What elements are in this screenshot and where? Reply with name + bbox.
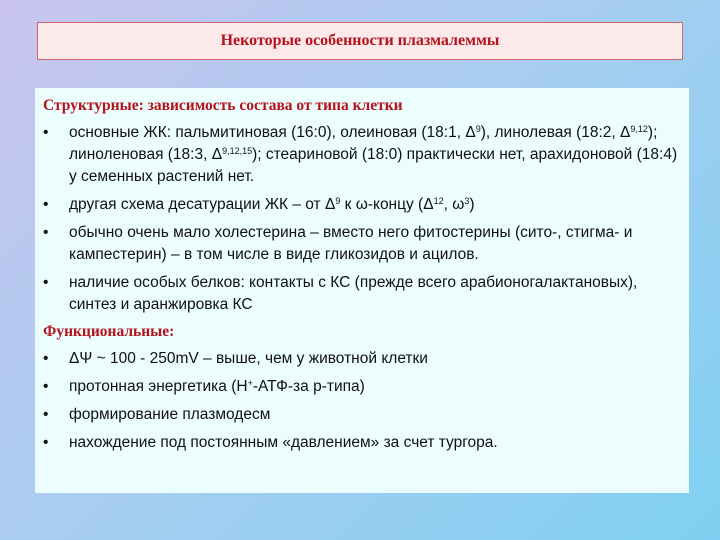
item-text: основные ЖК: пальмитиновая (16:0), олеиновая (18:1, Δ [69,124,476,141]
superscript: 9 [335,196,341,206]
bullet-icon: • [43,434,49,451]
list-item [43,404,679,426]
content-box [35,88,689,493]
bullet-icon: • [43,274,49,291]
bullet-icon: • [43,406,49,423]
title-box [37,22,683,60]
bullet-icon: • [43,196,49,213]
superscript: 9,12,15 [222,146,253,156]
superscript: 12 [433,196,444,206]
item-text: ), линолевая (18:2, Δ [480,124,631,141]
item-text: ); стеариновой (18:0) практически нет, арахидоновой (18:4) у семенных растений нет. [69,146,678,185]
structural-heading: Структурные: зависимость состава от типа клетки [43,97,403,114]
item-text: ) [469,196,475,213]
structural-list [43,122,679,316]
bullet-icon: • [43,378,49,395]
item-text: , ω [443,196,465,213]
item-text: -АТФ-за р-типа) [252,378,365,395]
item-text: к ω-концу (Δ [340,196,434,213]
item-text: обычно очень мало холестерина – вместо него фитостерины (сито-, стигма- и кампестерин) – в том числе в виде гликозидов и ацилов. [69,224,633,263]
bullet-icon: • [43,124,49,141]
superscript: 3 [464,196,470,206]
superscript: 9,12 [630,124,648,134]
list-item [43,376,679,398]
item-text: протонная энергетика (Н [69,378,248,395]
list-item [43,348,679,370]
functional-heading: Функциональные: [43,323,175,340]
functional-list [43,348,679,454]
item-text: ΔΨ ~ 100 - 250mV – выше, чем у животной клетки [69,350,428,367]
list-item [43,272,679,316]
bullet-icon: • [43,224,49,241]
bullet-icon: • [43,350,49,367]
item-text: формирование плазмодесм [69,406,271,423]
list-item [43,222,679,266]
item-text: ); линоленовая (18:3, Δ [69,124,658,163]
superscript: + [247,378,253,388]
item-text: нахождение под постоянным «давлением» за счет тургора. [69,434,498,451]
list-item [43,194,679,216]
list-item [43,122,679,188]
superscript: 9 [475,124,481,134]
item-text: наличие особых белков: контакты с КС (прежде всего арабионогалактановых), синтез и аранжировка КС [69,274,638,313]
item-text: другая схема десатурации ЖК – от Δ [69,196,336,213]
slide-title: Некоторые особенности плазмалеммы [220,32,500,49]
list-item [43,432,679,454]
